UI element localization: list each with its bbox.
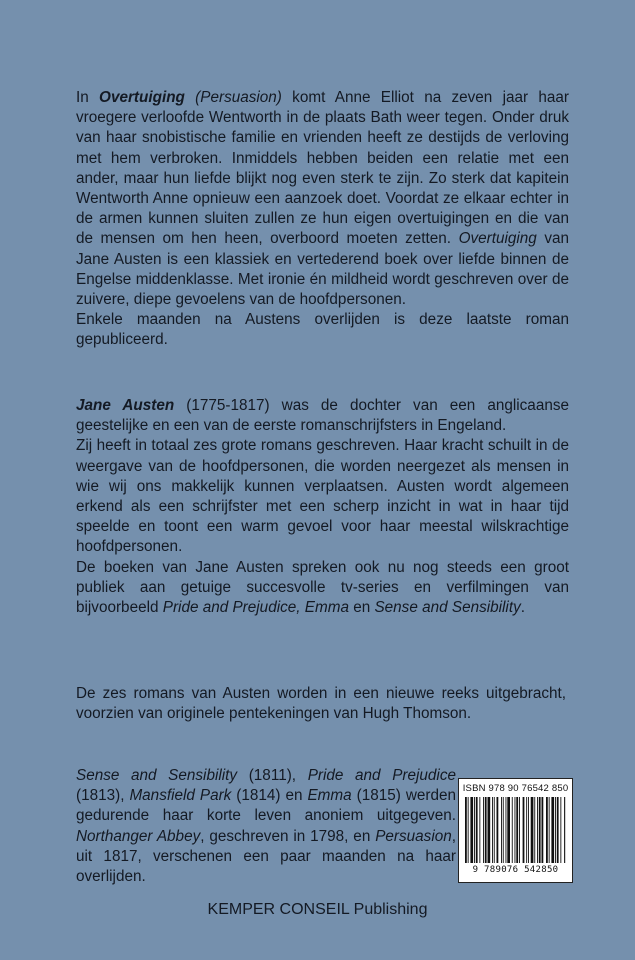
publisher-name: KEMPER CONSEIL Publishing <box>207 901 428 918</box>
author-bio-text: De boeken van Jane Austen spreken ook nu nog steeds een groot publiek aan getuige succesvolle tv-series en verfilmingen van bijvoorbeeld <box>76 558 569 617</box>
summary-text: van Jane Austen is een klassiek en vertederend boek over liefde binnen de Engelse middenklasse. Met ironie én mildheid wordt geschreven over de zuivere, diepe gevoelens van de hoofdpersonen. <box>76 230 569 309</box>
isbn-label: ISBN 978 90 76542 850 <box>462 783 569 794</box>
book-title: Northanger Abbey <box>76 827 201 845</box>
book-original-title: (Persuasion) <box>184 89 282 106</box>
series-text: (1813), <box>76 787 130 805</box>
author-section <box>76 396 569 618</box>
series-titles-paragraph <box>76 766 456 887</box>
summary-paragraph-2: Enkele maanden na Austens overlijden is deze laatste roman gepubliceerd. <box>76 311 569 349</box>
isbn-barcode <box>458 778 573 883</box>
book-title: Persuasion <box>375 827 452 845</box>
summary-paragraph <box>76 88 569 310</box>
book-title: Overtuiging <box>458 230 537 248</box>
series-titles-text <box>76 766 456 887</box>
book-title: Pride and Prejudice, Emma <box>162 599 349 617</box>
book-title: Emma <box>307 787 352 805</box>
series-intro: De zes romans van Austen worden in een nieuwe reeks uitgebracht, voorzien van originele pentekeningen van Hugh Thomson. <box>76 685 566 723</box>
book-title: Mansfield Park <box>129 787 232 805</box>
summary-text: In <box>76 89 100 106</box>
series-text: (1815) werden gedurende haar korte leven anoniem uitgegeven. <box>76 787 456 825</box>
series-section <box>76 684 566 724</box>
series-text: , uit 1817, verschenen een paar maanden na haar overlijden. <box>76 827 456 886</box>
author-bio-text: . <box>520 599 525 617</box>
book-title: Overtuiging <box>99 89 185 106</box>
author-bio-paragraph-3 <box>76 558 569 619</box>
book-title: Sense and Sensibility <box>374 599 521 617</box>
series-text: (1814) en <box>231 787 308 805</box>
book-title: Pride and Prejudice <box>307 767 456 784</box>
author-bio-intro <box>76 396 569 436</box>
author-bio-paragraph: Zij heeft in totaal zes grote romans geschreven. Haar kracht schuilt in de weergave van de hoofdpersonen, die worden neergezet als mensen in wie wij ons makkelijk kunnen verplaatsen. Austen wordt algemeen erkend als een schrijfster met een scherp inzicht in wat in haar tijd speelde en toont een warm gevoel voor haar meestal wilskrachtige hoofdpersonen. <box>76 437 569 556</box>
summary-section <box>76 88 569 351</box>
book-title: Sense and Sensibility <box>76 767 238 784</box>
barcode-digits: 9 789076 542850 <box>472 865 559 875</box>
barcode-bars <box>465 797 566 863</box>
series-text: (1811), <box>237 767 308 784</box>
author-bio-text: (1775-1817) was de dochter van een anglicaanse geestelijke en een van de eerste romanschrijfsters in Engeland. <box>76 397 569 435</box>
author-bio-text: en <box>348 599 375 617</box>
author-name: Jane Austen <box>76 397 175 414</box>
series-text: , geschreven in 1798, en <box>200 827 376 845</box>
summary-text: komt Anne Elliot na zeven jaar haar vroegere verloofde Wentworth in de plaats Bath weer tegen. Onder druk van haar snobistische familie en vrienden heeft ze destijds de verloving met hem verbroken. Inmiddels hebben beiden een relatie met een ander, maar hun liefde blijkt nog even sterk te zijn. Zo sterk dat kapitein Wentworth Anne opnieuw een aanzoek doet. Voordat ze elkaar echter in de armen kunnen sluiten zullen ze hun eigen overtuigingen en die van de mensen om hen heen, overboord moeten zetten. <box>76 89 569 248</box>
